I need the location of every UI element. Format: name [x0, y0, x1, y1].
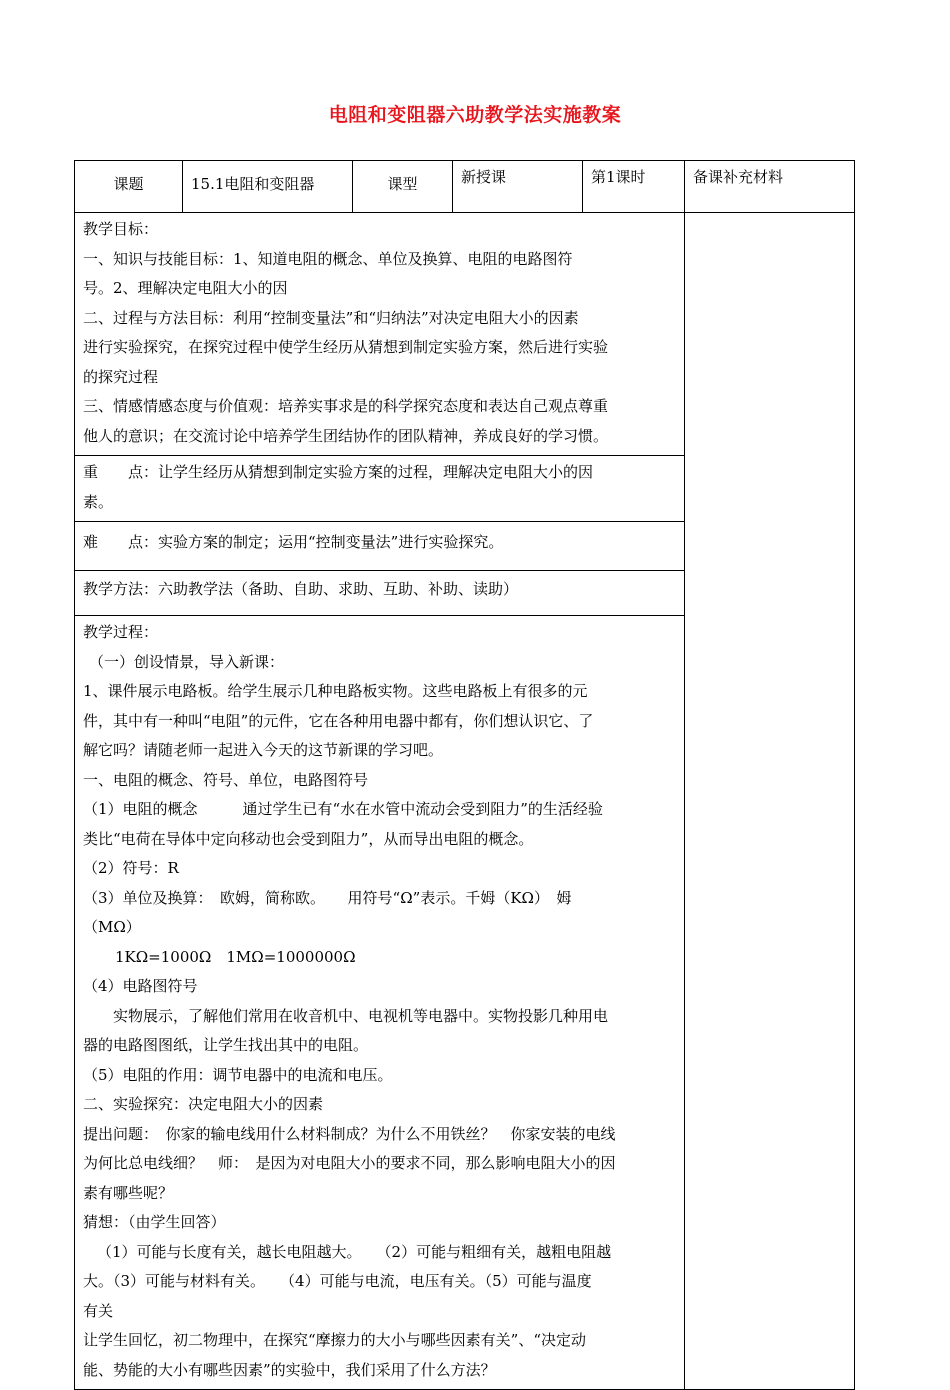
objectives-row [75, 213, 855, 456]
process-line: （一）创设情景，导入新课： [89, 652, 285, 671]
objectives-line: 一、知识与技能目标：1、知道电阻的概念、单位及换算、电阻的电路图符 [83, 249, 573, 268]
process-line: （3）单位及换算： 欧姆，简称欧。 用符号“Ω”表示。千姆（KΩ） 姆 [83, 888, 572, 907]
methods-line: 教学方法：六助教学法（备助、自助、求助、互助、补助、读助） [83, 580, 519, 598]
process-line: （1）电阻的概念 通过学生已有“水在水管中流动会受到阻力”的生活经验 [83, 800, 603, 818]
process-line: （5）电阻的作用：调节电器中的电流和电压。 [83, 1065, 393, 1084]
process-line: 1KΩ=1000Ω 1MΩ=1000000Ω [115, 947, 356, 966]
key-points-line: 重 点：让学生经历从猜想到制定实验方案的过程，理解决定电阻大小的因 [83, 463, 594, 481]
objectives-cell [75, 213, 685, 456]
objectives-line: 进行实验探究，在探究过程中使学生经历从猜想到制定实验方案，然后进行实验 [83, 338, 609, 356]
process-line: 件，其中有一种叫“电阻”的元件，它在各种用电器中都有，你们想认识它、了 [83, 711, 594, 730]
objectives-line: 三、情感情感态度与价值观：培养实事求是的科学探究态度和表达自己观点尊重 [83, 397, 609, 415]
objectives-line: 的探究过程 [83, 367, 159, 386]
process-line: 实物展示，了解他们常用在收音机中、电视机等电器中。实物投影几种用电 [113, 1006, 609, 1025]
process-line: 能、势能的大小有哪些因素”的实验中，我们采用了什么方法？ [83, 1360, 496, 1379]
process-line: （MΩ） [83, 918, 141, 936]
difficulties-line: 难 点：实验方案的制定；运用“控制变量法”进行实验探究。 [83, 533, 504, 551]
objectives-line: 他人的意识；在交流讨论中培养学生团结协作的团队精神，养成良好的学习惯。 [83, 426, 609, 445]
header-row [75, 161, 855, 213]
process-line: 器的电路图图纸，让学生找出其中的电阻。 [83, 1036, 369, 1054]
document-title: 电阻和变阻器六助教学法实施教案 [328, 104, 622, 126]
lesson-value-cell: 15.1电阻和变阻器 [183, 161, 353, 213]
process-line: 1、课件展示电路板。给学生展示几种电路板实物。这些电路板上有很多的元 [83, 682, 588, 700]
process-line: 素有哪些呢？ [83, 1183, 174, 1202]
difficulties-cell [75, 522, 685, 571]
type-label-cell: 课型 [353, 161, 453, 213]
process-line: 猜想：（由学生回答） [83, 1213, 226, 1231]
process-line: 让学生回忆，初二物理中，在探究“摩擦力的大小与哪些因素有关”、“决定动 [83, 1331, 587, 1349]
methods-cell [75, 571, 685, 616]
process-line: 类比“电荷在导体中定向移动也会受到阻力”，从而导出电阻的概念。 [83, 829, 534, 848]
objectives-line: 号。2、理解决定电阻大小的因 [83, 279, 288, 297]
process-line: 教学过程： [83, 623, 159, 641]
process-line: 大。（3）可能与材料有关。 （4）可能与电流，电压有关。（5）可能与温度 [83, 1272, 592, 1290]
process-line: （2）符号：R [83, 859, 179, 877]
lesson-plan-table [74, 160, 855, 1390]
key-points-cell [75, 456, 685, 522]
objectives-line: 教学目标： [83, 220, 159, 238]
period-cell: 第1课时 [583, 161, 685, 213]
objectives-line: 二、过程与方法目标：利用“控制变量法”和“归纳法”对决定电阻大小的因素 [83, 308, 579, 327]
key-points-line: 素。 [83, 492, 114, 511]
process-line: 为何比总电线细？ 师： 是因为对电阻大小的要求不同，那么影响电阻大小的因 [83, 1154, 616, 1172]
process-cell [75, 616, 685, 1390]
type-value-cell: 新授课 [453, 161, 583, 213]
process-line: 有关 [83, 1301, 114, 1320]
process-line: 解它吗？请随老师一起进入今天的这节新课的学习吧。 [83, 741, 444, 759]
process-line: （1）可能与长度有关，越长电阻越大。 （2）可能与粗细有关，越粗电阻越 [97, 1242, 612, 1261]
supplement-column [685, 213, 855, 1390]
process-line: （4）电路图符号 [83, 977, 198, 995]
process-line: 一、电阻的概念、符号、单位，电路图符号 [83, 770, 369, 789]
process-line: 提出问题： 你家的输电线用什么材料制成？为什么不用铁丝？ 你家安装的电线 [83, 1124, 616, 1143]
lesson-label-cell: 课题 [75, 161, 183, 213]
supplement-header-cell: 备课补充材料 [685, 161, 855, 213]
process-line: 二、实验探究：决定电阻大小的因素 [83, 1095, 324, 1113]
